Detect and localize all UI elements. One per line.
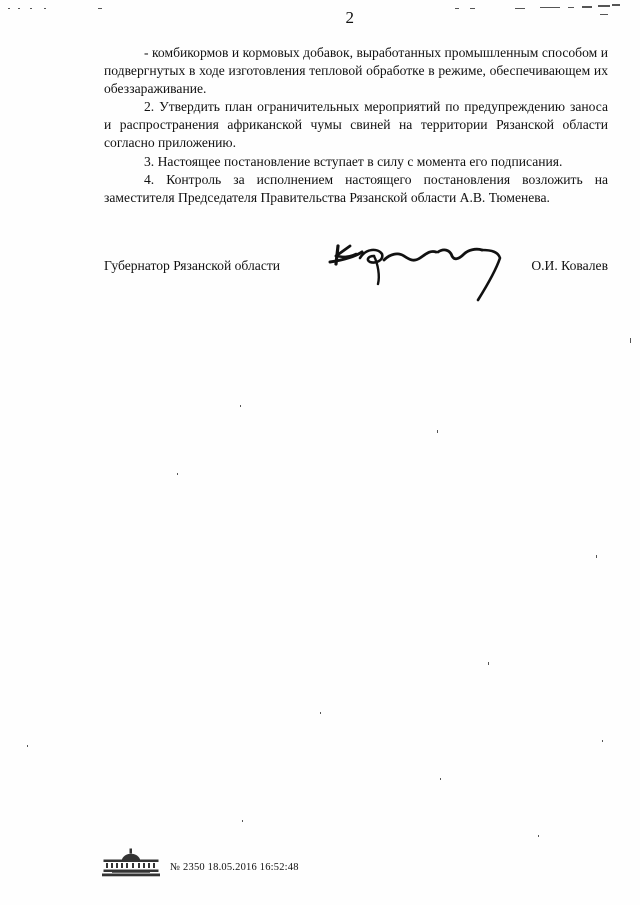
registration-stamp: № 2350 18.05.2016 16:52:48 [170, 862, 299, 873]
paragraph-item-3: 3. Настоящее постановление вступает в силу с момента его подписания. [144, 153, 563, 169]
signatory-name: О.И. Ковалев [531, 258, 608, 273]
document-body [104, 44, 608, 207]
handwritten-signature [326, 242, 510, 306]
signature-block [104, 248, 608, 318]
signatory-title: Губернатор Рязанской области [104, 258, 281, 273]
document-footer [102, 848, 362, 878]
paragraph-item-2: 2. Утвердить план ограничительных мероприятий по предупреждению заноса и распространения африканской чумы свиней на территории Рязанской области согласно приложению. [104, 99, 608, 151]
building-emblem-icon [102, 848, 160, 878]
page-number: 2 [345, 8, 355, 27]
paragraph-item-4: 4. Контроль за исполнением настоящего постановления возложить на заместителя Председателя Правительства Рязанской области А.В. Тюменева. [104, 171, 608, 205]
paragraph-feed-item: - комбикормов и кормовых добавок, выработанных промышленным способом и подвергнутых в ходе изготовления тепловой обработке в режиме, обеспечивающем их обеззараживание. [104, 45, 608, 97]
